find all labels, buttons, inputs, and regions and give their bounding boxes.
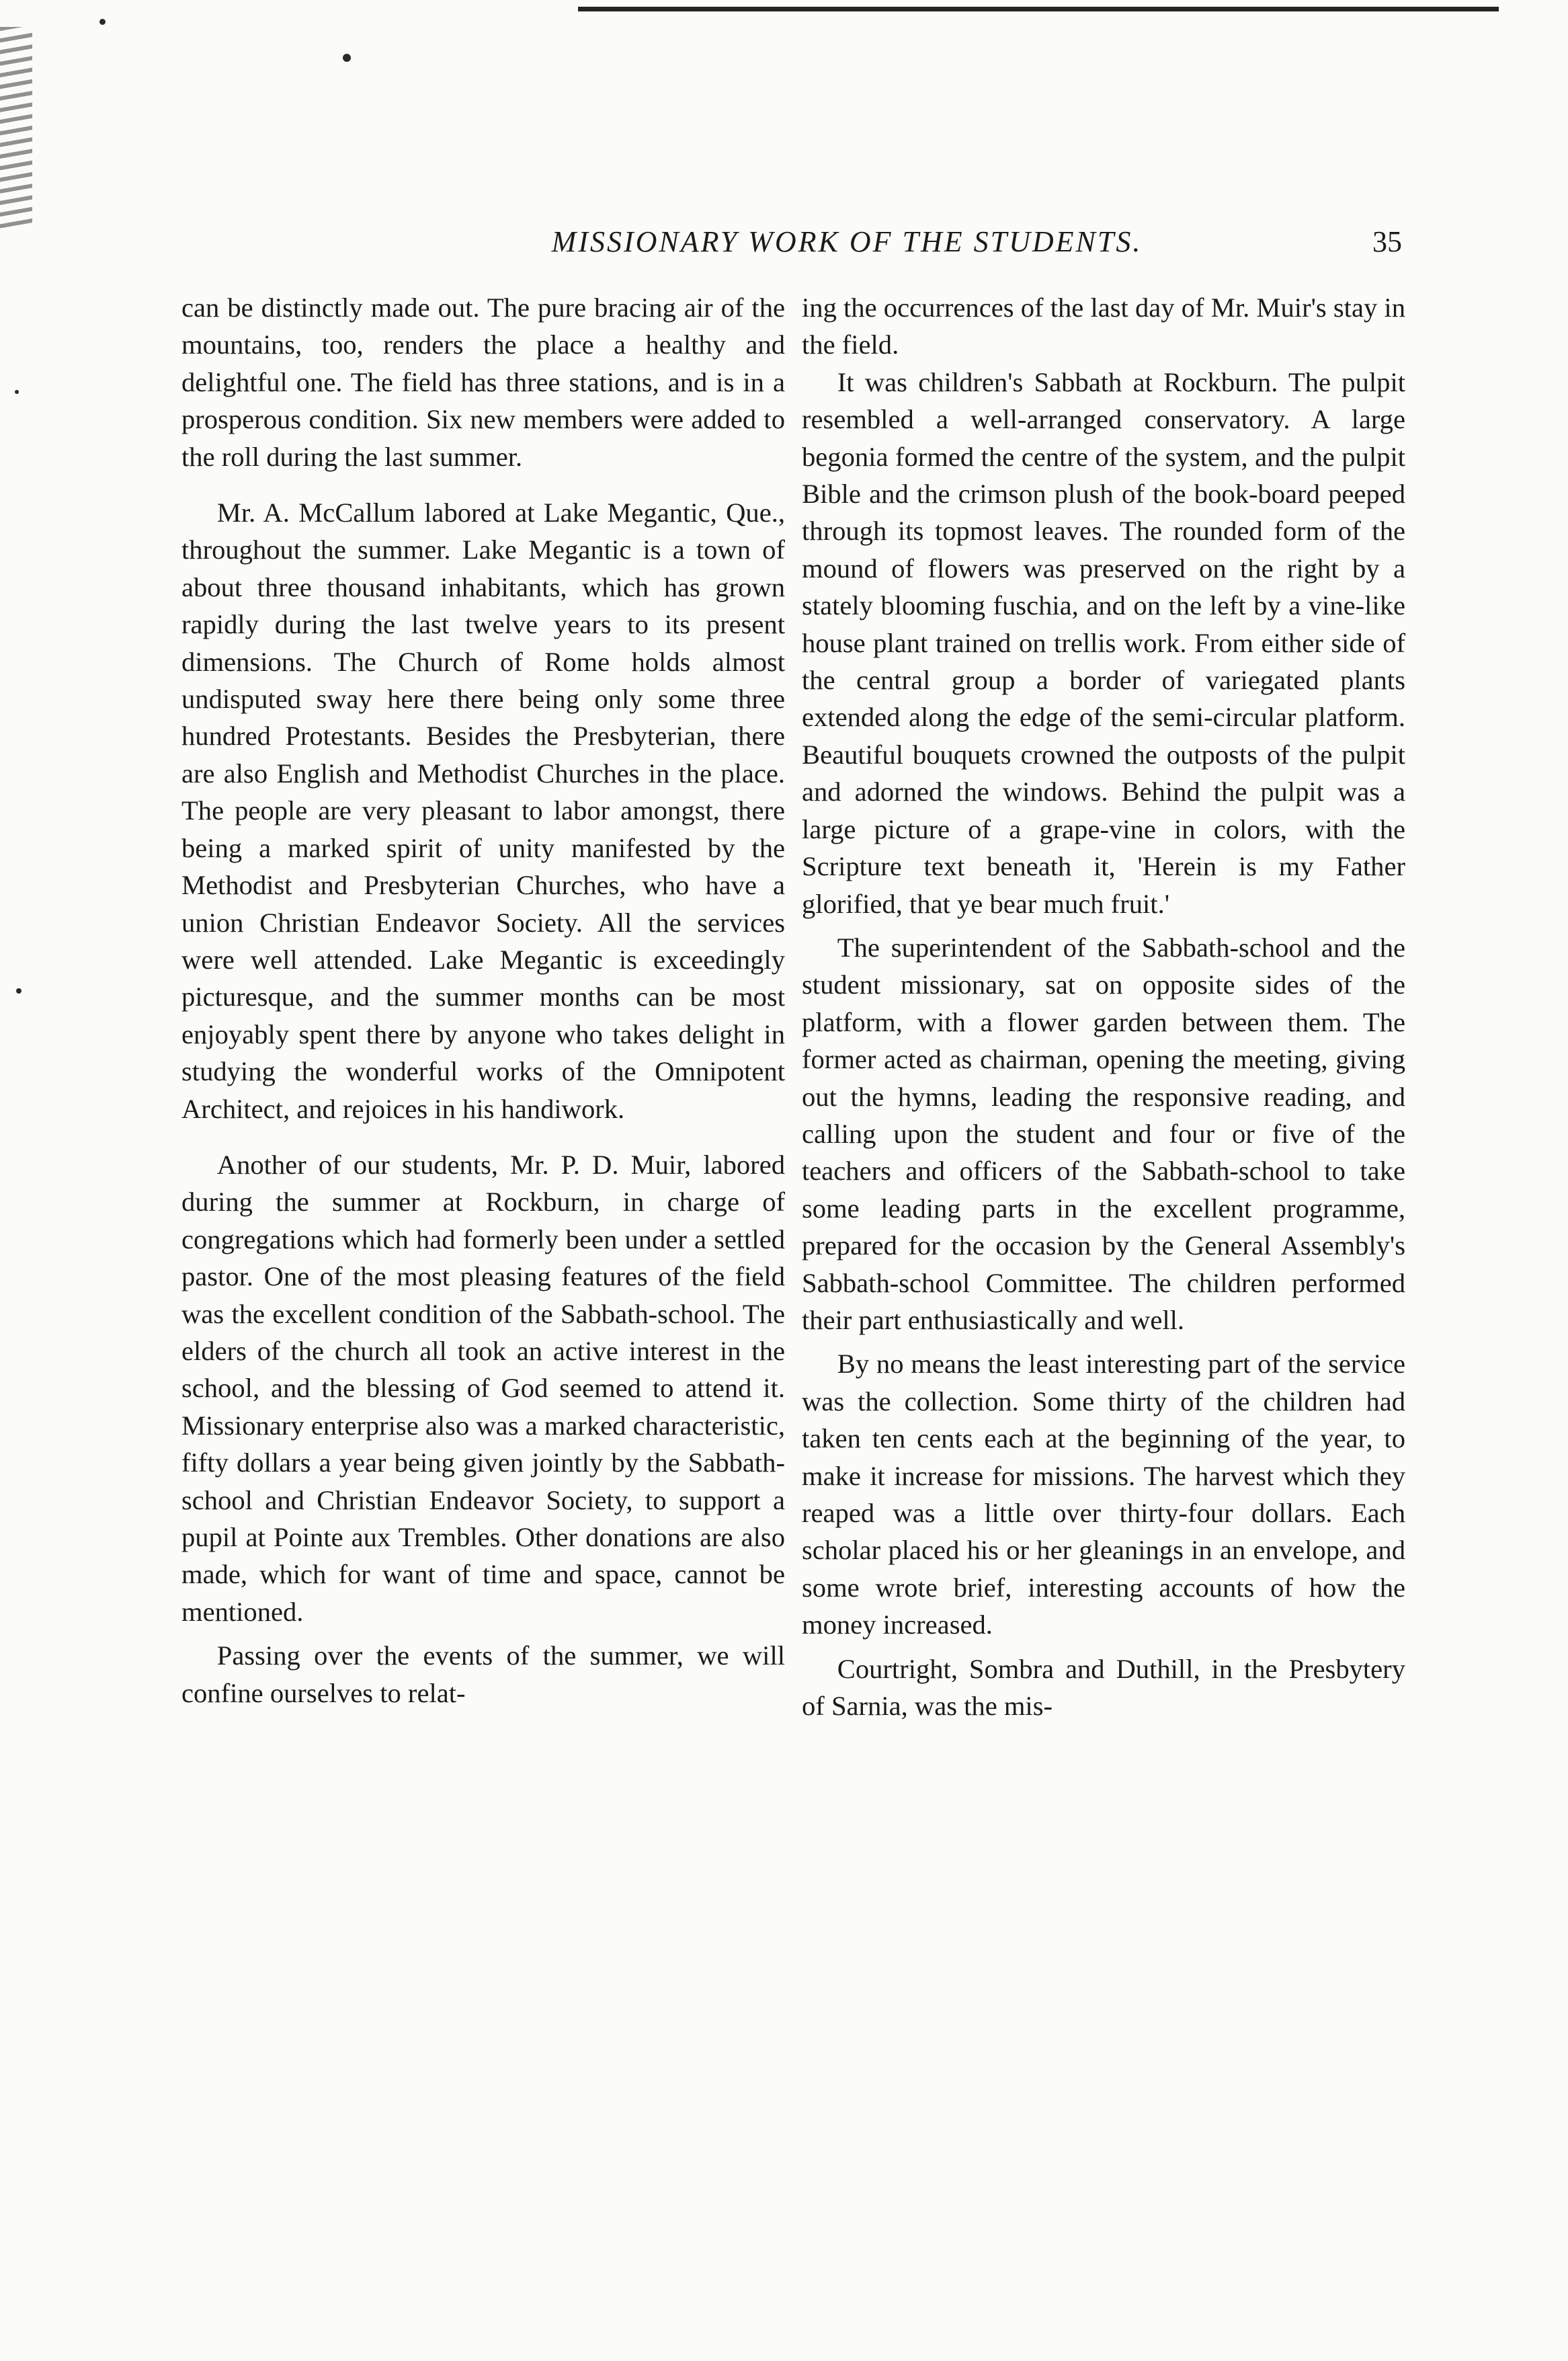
paragraph: can be distinctly made out. The pure bracing air of the mountains, too, renders the place a healthy and delightful one. The field has three stations, and is in a prosperous condition. Six new members were added to the roll during the last summer.: [181, 292, 785, 472]
scan-speck: [343, 54, 351, 62]
paragraph: Courtright, Sombra and Duthill, in the Presbytery of Sarnia, was the mis-: [802, 1653, 1405, 1722]
top-edge-rule: [578, 7, 1499, 11]
paragraph: Another of our students, Mr. P. D. Muir, labored during the summer at Rockburn, in charge of congregations which had formerly been under a settled pastor. One of the most pleasing features of the field was the excellent condition of the Sabbath-school. The elders of the church all took an active interest in the school, and the blessing of God seemed to attend it. Missionary enterprise also was a marked characteristic, fifty dollars a year being given jointly by the Sabbath-school and Christian Endeavor Society, to support a pupil at Pointe aux Trembles. Other donations are also made, which for want of time and space, cannot be mentioned.: [181, 1149, 786, 1627]
scan-speck: [99, 19, 106, 25]
page-number: 35: [1372, 225, 1402, 258]
paragraph: Passing over the events of the summer, we will confine ourselves to relat-: [181, 1640, 785, 1708]
paragraph: The superintendent of the Sabbath-school and the student missionary, sat on opposite sides of the platform, with a flower garden between them. The former acted as chairman, opening the meeting, giving out the hymns, leading the responsive reading, and calling upon the student and four or five of the teachers and officers of the Sabbath-school to take some leading parts in the excellent programme, prepared for the occasion by the General Assembly's Sabbath-school Committee. The children performed their part enthusiastically and well.: [802, 932, 1405, 1335]
right-text-column: [802, 289, 1405, 1724]
scan-speck: [15, 390, 19, 394]
running-title: MISSIONARY WORK OF THE STUDENTS.: [551, 225, 1143, 258]
paragraph: Mr. A. McCallum labored at Lake Megantic, Que., throughout the summer. Lake Megantic is a town of about three thousand inhabitants, which has grown rapidly during the last twelve years to its present dimensions. The Church of Rome holds almost undisputed sway here there being only some three hundred Protestants. Besides the Presbyterian, there are also English and Methodist Churches in the place. The people are very pleasant to labor amongst, there being a marked spirit of unity manifested by the Methodist and Presbyterian Churches, who have a union Christian Endeavor Society. All the services were well attended. Lake Megantic is exceedingly picturesque, and the summer months can be most enjoyably spent there by anyone who takes delight in studying the wonderful works of the Omnipotent Architect, and rejoices in his handiwork.: [181, 497, 785, 1124]
paragraph: ing the occurrences of the last day of Mr. Muir's stay in the field.: [802, 292, 1405, 360]
paragraph: It was children's Sabbath at Rockburn. The pulpit resembled a well-arranged conservatory. A large begonia formed the centre of the system, and the pulpit Bible and the crimson plush of the book-board peeped through its topmost leaves. The rounded form of the mound of flowers was preserved on the right by a stately blooming fuschia, and on the left by a vine-like house plant trained on trellis work. From either side of the central group a border of variegated plants extended along the edge of the semi-circular platform. Beautiful bouquets crowned the outposts of the pulpit and adorned the windows. Behind the pulpit was a large picture of a grape-vine in colors, with the Scripture text beneath it, 'Herein is my Father glorified, that ye bear much fruit.': [802, 366, 1405, 919]
paragraph: By no means the least interesting part of the service was the collection. Some thirty of the children had taken ten cents each at the beginning of the year, to make it increase for missions. The harvest which they reaped was a little over thirty-four dollars. Each scholar placed his or her gleanings in an envelope, and some wrote brief, interesting accounts of how the money increased.: [802, 1349, 1405, 1640]
left-text-column: [181, 289, 785, 1712]
binding-edge-shadow: [0, 27, 32, 229]
scan-speck: [16, 988, 22, 994]
